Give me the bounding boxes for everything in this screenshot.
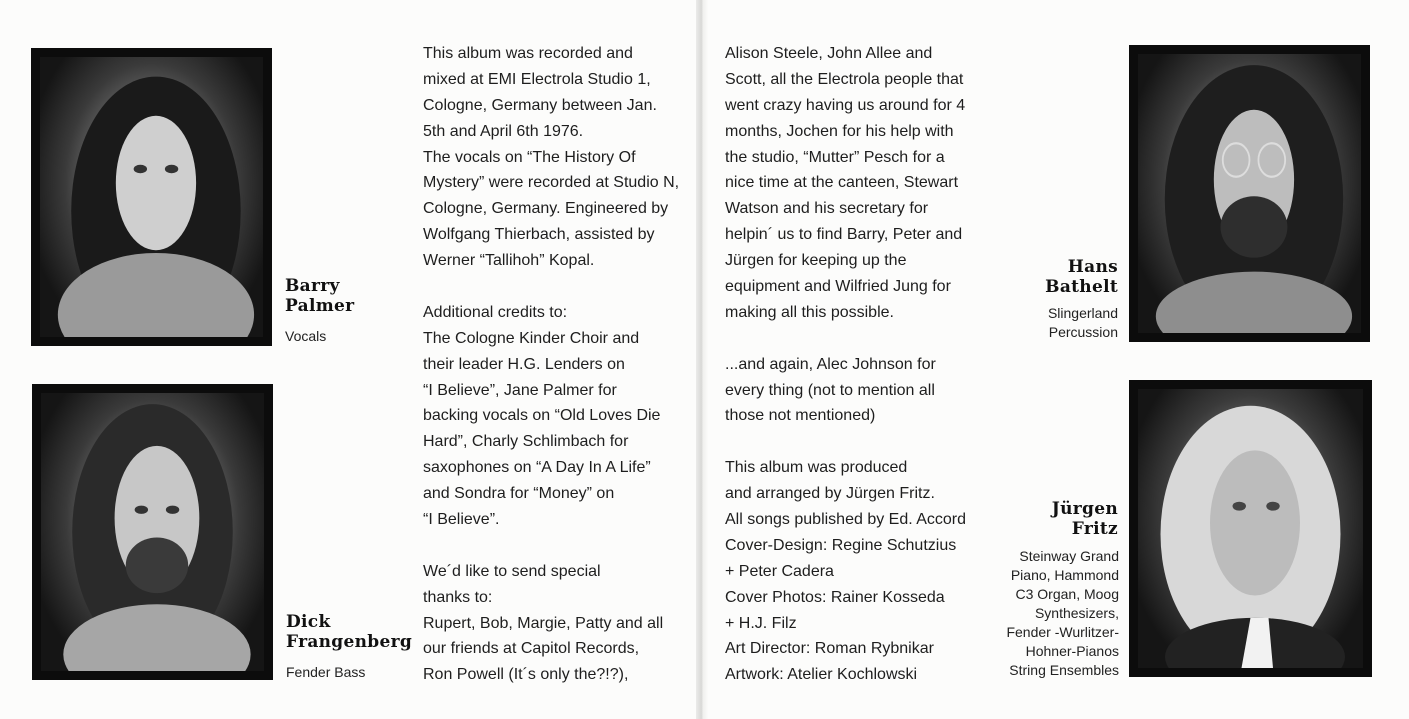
text-line: Wolfgang Thierbach, assisted by xyxy=(423,226,655,244)
booklet-spine xyxy=(696,0,708,719)
text-line: thanks to: xyxy=(423,588,493,606)
text-line: The Cologne Kinder Choir and xyxy=(423,329,640,347)
member-last-name: Bathelt xyxy=(1045,277,1118,297)
dick-frangenberg-photo xyxy=(32,384,273,680)
member-first-name: Jürgen xyxy=(1051,499,1118,519)
text-line: making all this possible. xyxy=(725,303,894,321)
text-line: Cologne, Germany. Engineered by xyxy=(423,200,669,218)
role-line: Hohner-Pianos xyxy=(1025,643,1119,659)
text-line: those not mentioned) xyxy=(725,407,876,425)
text-line xyxy=(725,429,966,455)
text-line: went crazy having us around for 4 xyxy=(725,96,966,114)
text-line: This album was produced xyxy=(725,459,908,477)
text-line: the studio, “Mutter” Pesch for a xyxy=(725,148,945,166)
role-line: C3 Organ, Moog xyxy=(1015,586,1119,602)
role-line: Vocals xyxy=(285,328,327,344)
jurgen-fritz-role xyxy=(976,547,1119,680)
text-line: Hard”, Charly Schlimbach for xyxy=(423,433,629,451)
role-line: Fender -Wurlitzer- xyxy=(1006,624,1119,640)
text-line: Jürgen for keeping up the xyxy=(725,252,907,270)
text-line: ...and again, Alec Johnson for xyxy=(725,355,936,373)
role-line: Synthesizers, xyxy=(1034,605,1119,621)
text-line: their leader H.G. Lenders on xyxy=(423,355,625,373)
text-line: our friends at Capitol Records, xyxy=(423,640,640,658)
barry-palmer-name xyxy=(285,276,354,316)
text-line: equipment and Wilfried Jung for xyxy=(725,278,951,296)
text-line: mixed at EMI Electrola Studio 1, xyxy=(423,70,651,88)
text-line xyxy=(725,326,966,352)
text-line: The vocals on “The History Of xyxy=(423,148,636,166)
text-line: Scott, all the Electrola people that xyxy=(725,70,964,88)
credits-column-right xyxy=(725,41,966,688)
text-line: Ron Powell (It´s only the?!?), xyxy=(423,666,629,684)
text-line: every thing (not to mention all xyxy=(725,381,935,399)
text-line: “I Believe”, Jane Palmer for xyxy=(423,381,617,399)
text-line: nice time at the canteen, Stewart xyxy=(725,174,959,192)
text-line: Cover-Design: Regine Schutzius xyxy=(725,536,957,554)
text-line: Artwork: Atelier Kochlowski xyxy=(725,666,918,684)
text-line: helpin´ us to find Barry, Peter and xyxy=(725,226,963,244)
text-line: Alison Steele, John Allee and xyxy=(725,45,933,62)
barry-palmer-role xyxy=(285,327,326,346)
member-first-name: Dick xyxy=(286,612,331,632)
text-line: All songs published by Ed. Accord xyxy=(725,511,967,529)
member-last-name: Palmer xyxy=(285,296,355,316)
hans-bathelt-name xyxy=(1016,257,1118,297)
hans-bathelt-photo xyxy=(1129,45,1370,342)
member-first-name: Hans xyxy=(1067,257,1118,277)
text-line: + H.J. Filz xyxy=(725,614,797,632)
text-line: + Peter Cadera xyxy=(725,562,834,580)
hans-bathelt-role xyxy=(996,304,1118,342)
text-line: Additional credits to: xyxy=(423,303,568,321)
text-line: Art Director: Roman Rybnikar xyxy=(725,640,934,658)
jurgen-fritz-name xyxy=(1016,499,1118,539)
text-line: saxophones on “A Day In A Life” xyxy=(423,459,651,477)
text-line xyxy=(423,533,679,559)
role-line: Steinway Grand xyxy=(1019,548,1119,564)
dick-frangenberg-role xyxy=(286,663,365,682)
text-line: Werner “Tallihoh” Kopal. xyxy=(423,252,595,270)
credits-column-left xyxy=(423,41,679,688)
jurgen-fritz-photo xyxy=(1129,380,1372,677)
text-line: Watson and his secretary for xyxy=(725,200,929,218)
role-line: Piano, Hammond xyxy=(1010,567,1119,583)
role-line: Fender Bass xyxy=(286,664,366,680)
barry-palmer-photo xyxy=(31,48,272,346)
text-line: Rupert, Bob, Margie, Patty and all xyxy=(423,614,664,632)
member-last-name: Frangenberg xyxy=(286,632,413,652)
dick-frangenberg-name xyxy=(286,612,412,652)
text-line: backing vocals on “Old Loves Die xyxy=(423,407,661,425)
role-line: String Ensembles xyxy=(1009,662,1119,678)
role-line: Slingerland xyxy=(1047,305,1118,321)
text-line xyxy=(423,274,679,300)
text-line: and Sondra for “Money” on xyxy=(423,485,615,503)
member-first-name: Barry xyxy=(285,276,340,296)
text-line: We´d like to send special xyxy=(423,562,601,580)
text-line: Mystery” were recorded at Studio N, xyxy=(423,174,680,192)
text-line: 5th and April 6th 1976. xyxy=(423,122,584,140)
text-line: and arranged by Jürgen Fritz. xyxy=(725,485,935,503)
text-line: Cover Photos: Rainer Kosseda xyxy=(725,588,945,606)
text-line: Cologne, Germany between Jan. xyxy=(423,96,657,114)
text-line: months, Jochen for his help with xyxy=(725,122,954,140)
text-line: “I Believe”. xyxy=(423,511,500,529)
member-last-name: Fritz xyxy=(1071,519,1118,539)
role-line: Percussion xyxy=(1048,324,1118,340)
text-line: This album was recorded and xyxy=(423,45,633,62)
